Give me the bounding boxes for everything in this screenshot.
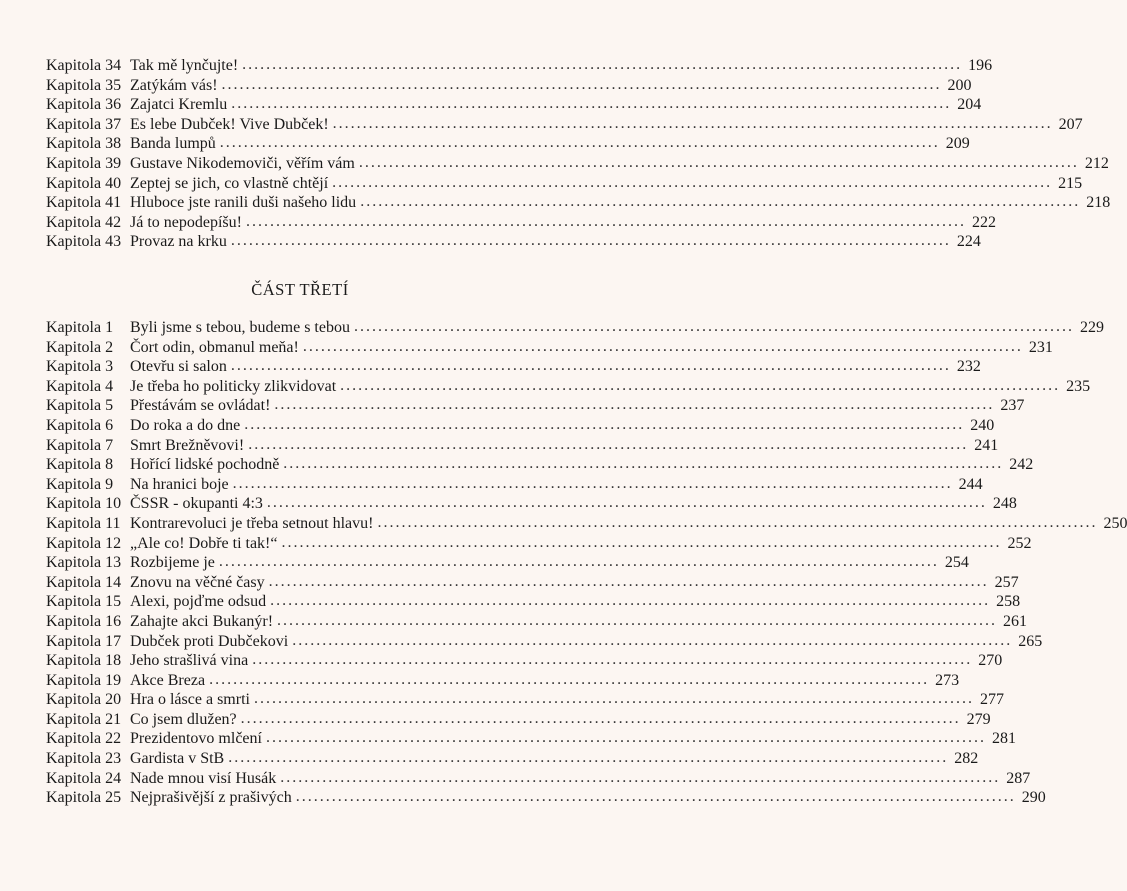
dot-leader	[248, 435, 968, 455]
chapter-number: Kapitola 22	[46, 730, 122, 748]
chapter-title: Hra o lásce a smrti	[130, 691, 250, 709]
chapter-title: Otevřu si salon	[130, 358, 227, 376]
dot-leader	[231, 231, 951, 251]
chapter-title: Provaz na krku	[130, 233, 227, 251]
chapter-number: Kapitola 34	[46, 57, 122, 74]
dot-leader	[220, 133, 940, 153]
chapter-number: Kapitola 40	[46, 174, 122, 192]
dot-leader	[267, 493, 987, 513]
chapter-number: Kapitola 8	[46, 456, 114, 474]
section-heading: ČÁST TŘETÍ	[251, 280, 349, 299]
chapter-number: Kapitola 13	[46, 554, 122, 572]
toc-entry	[46, 534, 1032, 554]
chapter-number: Kapitola 10	[46, 495, 122, 513]
toc-entry	[46, 134, 970, 154]
chapter-title: Do roka a do dne	[130, 416, 241, 434]
toc-entry	[46, 56, 993, 76]
page-number: 207	[1058, 115, 1083, 133]
chapter-number: Kapitola 15	[46, 593, 122, 611]
toc-entry	[46, 788, 1046, 808]
dot-leader	[244, 415, 964, 435]
dot-leader	[280, 768, 1000, 788]
chapter-number: Kapitola 20	[46, 691, 122, 709]
chapter-number: Kapitola 12	[46, 534, 122, 552]
dot-leader	[277, 611, 997, 631]
toc-entry	[46, 455, 1034, 475]
chapter-number: Kapitola 5	[46, 397, 114, 415]
chapter-title: Zeptej se jich, co vlastně chtějí	[130, 174, 329, 192]
page-number: 290	[1021, 789, 1046, 807]
dot-leader	[246, 212, 966, 232]
page-number: 258	[996, 593, 1021, 611]
dot-leader	[228, 748, 948, 768]
toc-entry	[46, 436, 999, 456]
toc-entry	[46, 232, 981, 252]
toc-entry	[46, 95, 982, 115]
chapter-number: Kapitola 21	[46, 710, 122, 728]
dot-leader	[252, 650, 972, 670]
chapter-title: Prezidentovo mlčení	[130, 730, 262, 748]
chapter-number: Kapitola 41	[46, 194, 122, 212]
dot-leader	[360, 192, 1080, 212]
chapter-title: Co jsem dlužen?	[130, 710, 237, 728]
chapter-number: Kapitola 16	[46, 612, 122, 630]
page-number: 218	[1086, 194, 1111, 212]
dot-leader	[231, 356, 951, 376]
chapter-title: Gustave Nikodemoviči, věřím vám	[130, 154, 355, 172]
page-number: 232	[956, 358, 981, 376]
toc-entry	[46, 514, 1127, 534]
chapter-number: Kapitola 6	[46, 416, 114, 434]
toc-entry	[46, 318, 1104, 338]
dot-leader	[270, 591, 990, 611]
chapter-title: Kontrarevoluci je třeba setnout hlavu!	[130, 514, 374, 532]
chapter-number: Kapitola 43	[46, 233, 122, 251]
dot-leader	[377, 513, 1097, 533]
toc-entry	[46, 690, 1004, 710]
toc-entry	[46, 338, 1053, 358]
chapter-number: Kapitola 14	[46, 573, 122, 591]
chapter-number: Kapitola 19	[46, 671, 122, 689]
chapter-title: Byli jsme s tebou, budeme s tebou	[130, 319, 350, 336]
dot-leader	[296, 787, 1016, 807]
toc-entry	[46, 632, 1043, 652]
page-number: 261	[1003, 612, 1028, 630]
chapter-title: Čort odin, obmanul meňa!	[130, 338, 299, 356]
chapter-title: „Ale co! Dobře ti tak!“	[130, 534, 278, 552]
dot-leader	[333, 114, 1053, 134]
chapter-title: Alexi, pojďme odsud	[130, 593, 267, 611]
toc-entry	[46, 710, 991, 730]
toc-entry	[46, 729, 1016, 749]
dot-leader	[281, 533, 1001, 553]
page-number: 270	[978, 652, 1003, 670]
chapter-title: Dubček proti Dubčekovi	[130, 632, 289, 650]
chapter-title: Zatýkám vás!	[130, 76, 218, 94]
dot-leader	[242, 55, 962, 75]
toc-entry	[46, 671, 960, 691]
chapter-number: Kapitola 4	[46, 377, 114, 395]
chapter-title: Nejprašivější z prašivých	[130, 789, 292, 807]
chapter-title: Hořící lidské pochodně	[130, 456, 280, 474]
chapter-title: ČSSR - okupanti 4:3	[130, 495, 263, 513]
page-number: 242	[1009, 456, 1034, 474]
chapter-number: Kapitola 37	[46, 115, 122, 133]
toc-entry	[46, 475, 983, 495]
dot-leader	[241, 709, 961, 729]
dot-leader	[222, 75, 942, 95]
toc-part-two-continued	[46, 56, 1111, 252]
chapter-number: Kapitola 24	[46, 769, 122, 787]
chapter-number: Kapitola 3	[46, 358, 114, 376]
chapter-title: Zahajte akci Bukanýr!	[130, 612, 274, 630]
toc-part-three	[46, 318, 1127, 808]
chapter-number: Kapitola 38	[46, 135, 122, 153]
page-number: 224	[956, 233, 981, 251]
toc-entry	[46, 377, 1091, 397]
page-number: 222	[971, 213, 996, 231]
chapter-number: Kapitola 36	[46, 96, 122, 114]
page-number: 265	[1018, 632, 1043, 650]
dot-leader	[303, 337, 1023, 357]
chapter-title: Hluboce jste ranili duši našeho lidu	[130, 194, 357, 212]
page-number: 279	[966, 710, 991, 728]
page-number: 277	[979, 691, 1004, 709]
toc-entry	[46, 213, 996, 233]
page-number: 212	[1084, 154, 1109, 172]
page-number: 252	[1007, 534, 1032, 552]
page-number: 254	[944, 554, 969, 572]
chapter-title: Smrt Brežněvovi!	[130, 436, 245, 454]
dot-leader	[274, 395, 994, 415]
page-number: 250	[1103, 514, 1127, 532]
page-number: 281	[991, 730, 1016, 748]
chapter-number: Kapitola 2	[46, 338, 114, 356]
page-number: 248	[992, 495, 1017, 513]
chapter-title: Nade mnou visí Husák	[130, 769, 277, 787]
dot-leader	[359, 153, 1079, 173]
dot-leader	[233, 474, 953, 494]
dot-leader	[266, 728, 986, 748]
page-number: 204	[957, 96, 982, 114]
chapter-title: Já to nepodepíšu!	[130, 213, 242, 231]
toc-entry	[46, 76, 972, 96]
page-number: 215	[1058, 174, 1083, 192]
dot-leader	[292, 631, 1012, 651]
chapter-title: Tak mě lynčujte!	[130, 57, 239, 74]
chapter-number: Kapitola 42	[46, 213, 122, 231]
dot-leader	[283, 454, 1003, 474]
page-number: 235	[1066, 377, 1091, 395]
toc-entry	[46, 651, 1003, 671]
chapter-title: Es lebe Dubček! Vive Dubček!	[130, 115, 329, 133]
dot-leader	[332, 173, 1052, 193]
toc-entry	[46, 553, 969, 573]
toc-entry	[46, 115, 1083, 135]
dot-leader	[354, 317, 1074, 337]
page-number: 241	[974, 436, 999, 454]
toc-entry	[46, 357, 981, 377]
page-number: 282	[954, 750, 979, 768]
toc-entry	[46, 154, 1109, 174]
page-number: 240	[970, 416, 995, 434]
chapter-title: Jeho strašlivá vina	[130, 652, 249, 670]
toc-entry	[46, 396, 1025, 416]
page-number: 229	[1079, 319, 1104, 336]
chapter-title: Rozbijeme je	[130, 554, 215, 572]
chapter-number: Kapitola 23	[46, 750, 122, 768]
dot-leader	[231, 94, 951, 114]
page-number: 200	[947, 76, 972, 94]
chapter-title: Akce Breza	[130, 671, 206, 689]
chapter-number: Kapitola 1	[46, 319, 114, 336]
chapter-number: Kapitola 11	[46, 514, 121, 532]
toc-entry	[46, 494, 1017, 514]
page-number: 196	[968, 57, 993, 74]
chapter-title: Je třeba ho politicky zlikvidovat	[130, 377, 337, 395]
chapter-number: Kapitola 7	[46, 436, 114, 454]
chapter-title: Gardista v StB	[130, 750, 225, 768]
chapter-title: Zajatci Kremlu	[130, 96, 228, 114]
toc-entry	[46, 749, 979, 769]
toc-entry	[46, 174, 1083, 194]
chapter-title: Banda lumpů	[130, 135, 216, 153]
page-number: 231	[1028, 338, 1053, 356]
toc-entry	[46, 769, 1031, 789]
toc-entry	[46, 416, 995, 436]
chapter-number: Kapitola 17	[46, 632, 122, 650]
chapter-number: Kapitola 35	[46, 76, 122, 94]
chapter-title: Přestávám se ovládat!	[130, 397, 271, 415]
toc-entry	[46, 592, 1021, 612]
chapter-number: Kapitola 9	[46, 475, 114, 493]
chapter-number: Kapitola 25	[46, 789, 122, 807]
dot-leader	[269, 572, 989, 592]
page-number: 287	[1006, 769, 1031, 787]
chapter-title: Znovu na věčné časy	[130, 573, 265, 591]
dot-leader	[254, 689, 974, 709]
page-number: 244	[958, 475, 983, 493]
dot-leader	[219, 552, 939, 572]
toc-entry	[46, 193, 1111, 213]
page-number: 257	[994, 573, 1019, 591]
page-number: 273	[935, 671, 960, 689]
toc-entry	[46, 612, 1028, 632]
dot-leader	[340, 376, 1060, 396]
chapter-title: Na hranici boje	[130, 475, 229, 493]
toc-entry	[46, 573, 1019, 593]
page-number: 237	[1000, 397, 1025, 415]
chapter-number: Kapitola 39	[46, 154, 122, 172]
dot-leader	[209, 670, 929, 690]
chapter-number: Kapitola 18	[46, 652, 122, 670]
page-number: 209	[945, 135, 970, 153]
